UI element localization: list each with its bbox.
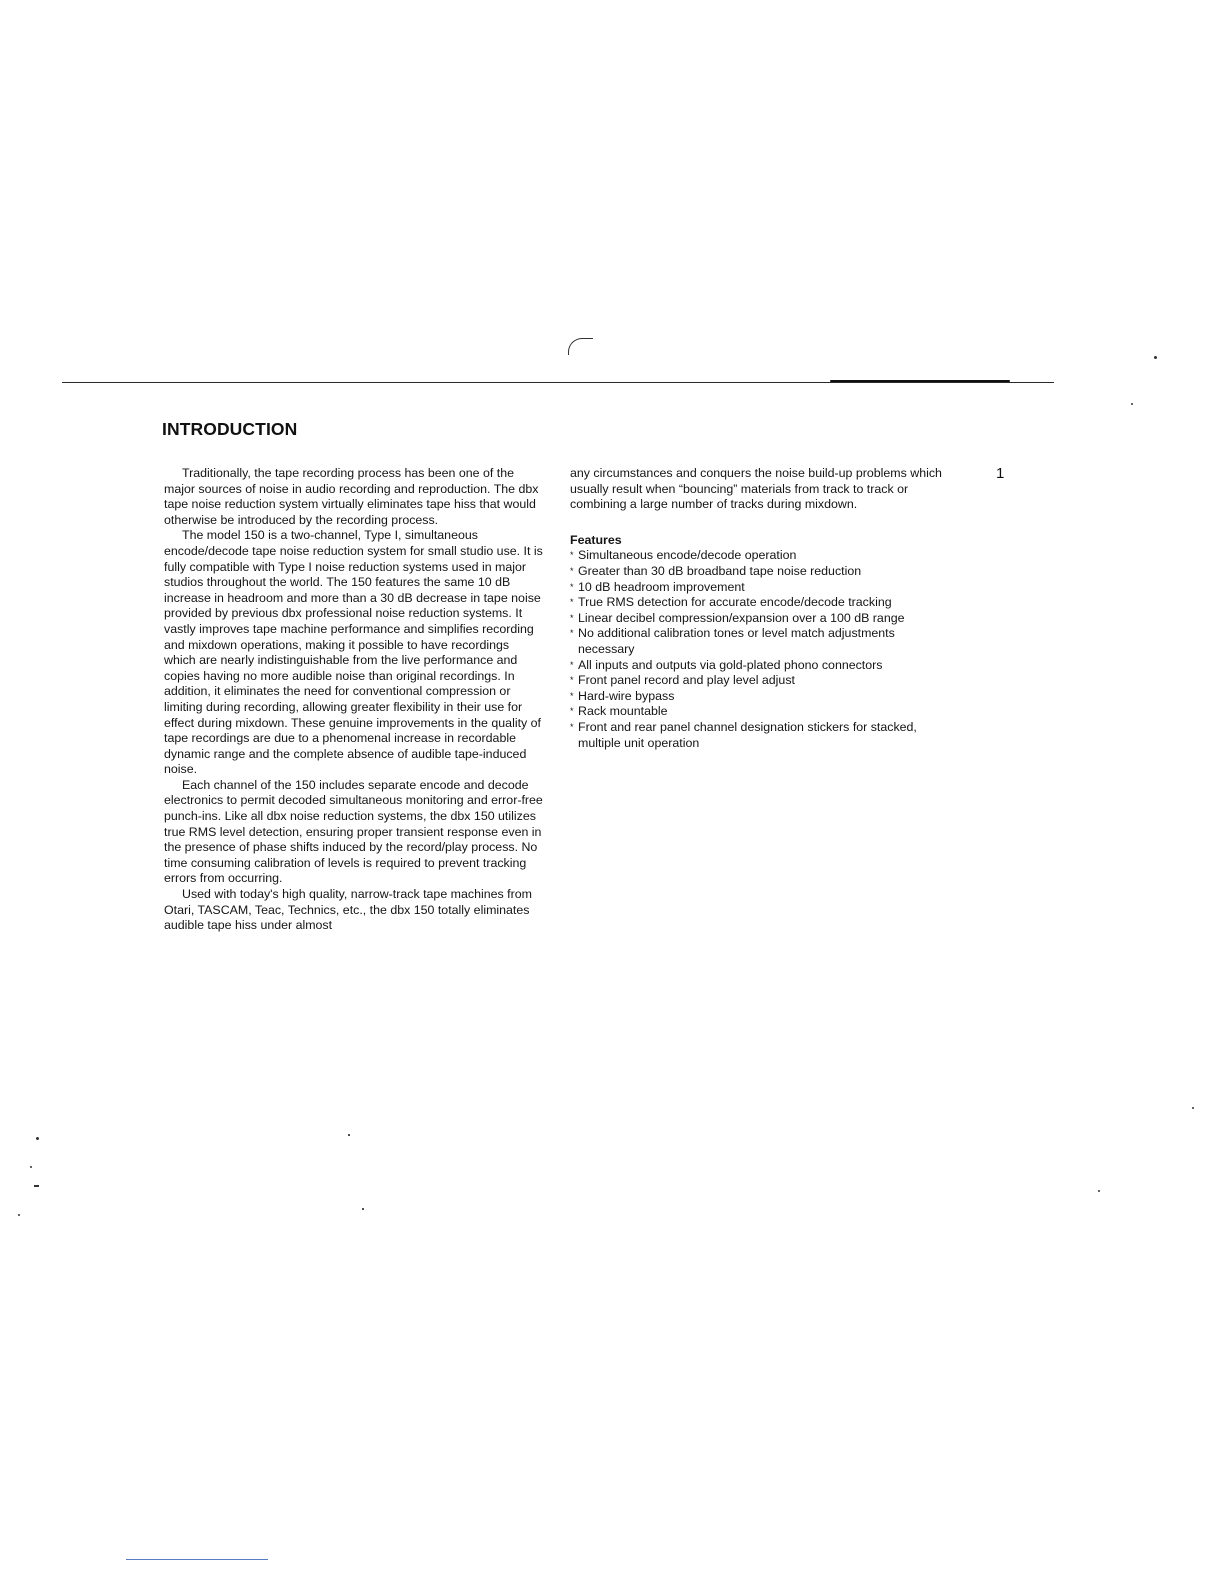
- bullet-star-icon: *: [570, 659, 574, 670]
- continuation-paragraph: any circumstances and conquers the noise build-up problems which usually result when “bouncing” materials from track to track or combining a large number of tracks during mixdown.: [570, 466, 942, 512]
- bullet-star-icon: *: [570, 597, 574, 608]
- scan-speck: [1154, 356, 1157, 359]
- bullet-star-icon: *: [570, 565, 574, 576]
- feature-item: * Linear decibel compression/expansion over a 100 dB range: [570, 610, 905, 625]
- intro-paragraph-2: The model 150 is a two-channel, Type I, simultaneous encode/decode tape noise reduction system for small studio use. It is fully compatible with Type I noise reduction systems used in major studios throughout the world. The 150 features the same 10 dB increase in headroom and more than a 30 dB decrease in tape noise provided by previous dbx professional noise reduction systems. It vastly improves tape machine performance and simplifies recording and mixdown operations, making it possible to have recordings which are nearly indistinguishable from the live performance and copies having no more audible noise than original recordings. In addition, it eliminates the need for conventional compression or limiting during recording, allowing greater flexibility in their use for effect during mixdown. These genuine improvements in the quality of tape recordings are due to a phenomenal increase in recordable dynamic range and the complete absence of audible tape-induced noise.: [164, 528, 543, 777]
- feature-item: * Hard-wire bypass: [570, 688, 675, 703]
- feature-item: * Front and rear panel channel designation stickers for stacked, multiple unit operation: [570, 719, 917, 750]
- scan-speck: [1192, 1107, 1194, 1109]
- features-title: Features: [570, 532, 622, 547]
- feature-item: * Front panel record and play level adjust: [570, 673, 795, 688]
- header-rule-thick-segment: [830, 380, 1010, 382]
- scan-speck: [1098, 1190, 1100, 1192]
- intro-paragraph-4: Used with today's high quality, narrow-track tape machines from Otari, TASCAM, Teac, Technics, etc., the dbx 150 totally eliminates audible tape hiss under almost: [164, 887, 532, 933]
- intro-paragraph-1: Traditionally, the tape recording process has been one of the major sources of noise in audio recording and reproduction. The dbx tape noise reduction system virtually eliminates tape hiss that would otherwise be introduced by the recording process.: [164, 466, 539, 527]
- feature-item: * Rack mountable: [570, 704, 668, 719]
- left-column: [164, 466, 544, 934]
- bullet-star-icon: *: [570, 690, 574, 701]
- feature-item: * Greater than 30 dB broadband tape noise reduction: [570, 563, 862, 578]
- section-heading: INTRODUCTION: [162, 419, 298, 439]
- bullet-star-icon: *: [570, 581, 574, 592]
- footer-line: [126, 1559, 268, 1560]
- scan-speck: [18, 1214, 20, 1216]
- scan-mark: [568, 338, 593, 355]
- bullet-star-icon: *: [570, 612, 574, 623]
- feature-item: * True RMS detection for accurate encode/decode tracking: [570, 595, 892, 610]
- page-number: 1: [996, 465, 1005, 482]
- scan-speck: [1131, 403, 1133, 405]
- scan-speck: [348, 1134, 350, 1136]
- scan-speck: [30, 1166, 32, 1168]
- bullet-star-icon: *: [570, 706, 574, 717]
- feature-item: * Simultaneous encode/decode operation: [570, 548, 797, 563]
- intro-paragraph-3: Each channel of the 150 includes separate encode and decode electronics to permit decoded simultaneous monitoring and error-free punch-ins. Like all dbx noise reduction systems, the dbx 150 utilizes true RMS level detection, ensuring proper transient response even in the presence of phase shifts induced by the record/play process. No time consuming calibration of levels is required to prevent tracking errors from occurring.: [164, 777, 543, 886]
- header-rule: [62, 382, 1054, 383]
- feature-item: * No additional calibration tones or level match adjustments necessary: [570, 626, 895, 656]
- bullet-star-icon: *: [570, 721, 574, 732]
- scan-speck: [362, 1208, 364, 1210]
- feature-item: * 10 dB headroom improvement: [570, 579, 745, 594]
- feature-item: * All inputs and outputs via gold-plated phono connectors: [570, 657, 883, 672]
- scan-speck: [36, 1137, 39, 1140]
- bullet-star-icon: *: [570, 628, 574, 639]
- scan-speck: [34, 1185, 39, 1187]
- bullet-star-icon: *: [570, 550, 574, 561]
- bullet-star-icon: *: [570, 675, 574, 686]
- features-list: [570, 548, 950, 751]
- right-column: [570, 466, 950, 751]
